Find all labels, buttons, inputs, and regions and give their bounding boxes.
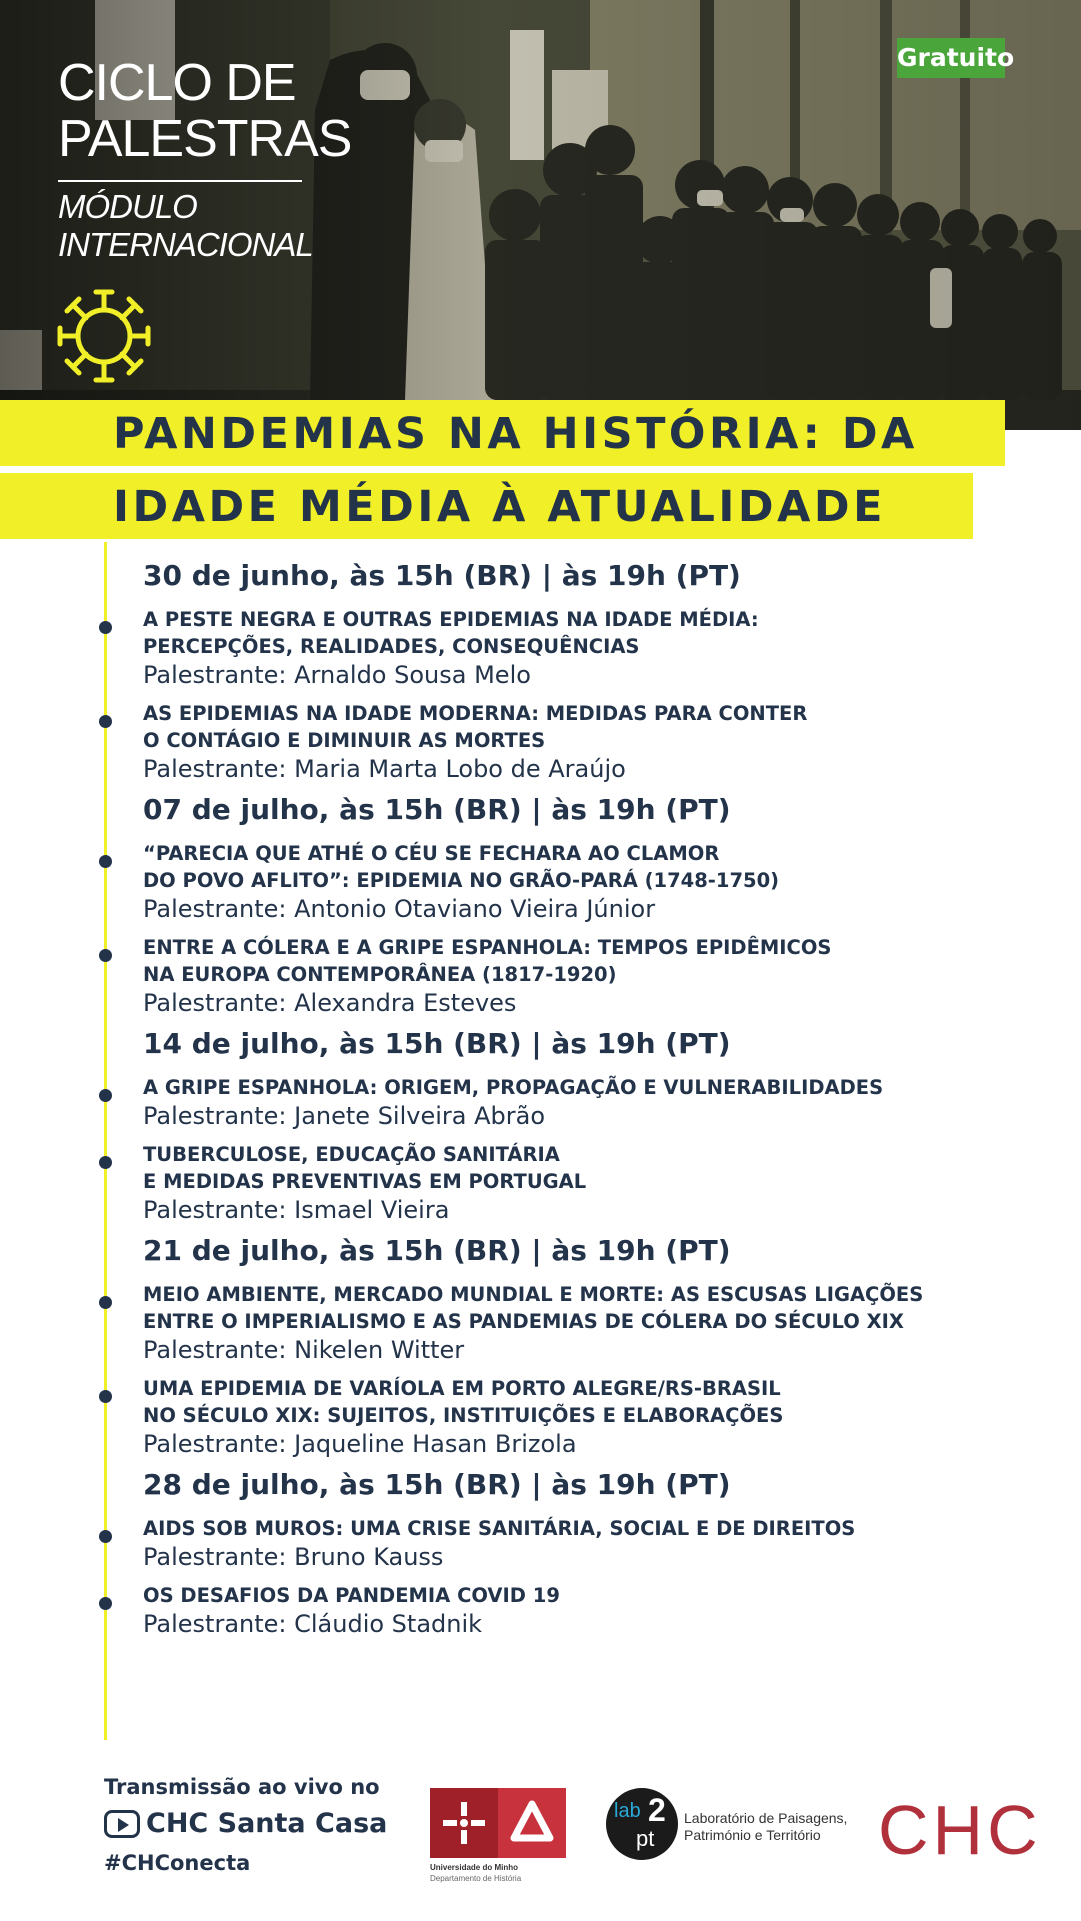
title-divider <box>58 180 302 182</box>
play-icon <box>104 1810 140 1838</box>
talk-speaker: Palestrante: Ismael Vieira <box>143 1196 450 1224</box>
talk-item <box>143 700 1043 784</box>
talk-item <box>143 840 1043 924</box>
headline-line-1: PANDEMIAS NA HISTÓRIA: DA <box>113 409 918 459</box>
session-date: 30 de junho, às 15h (BR) | às 19h (PT) <box>143 559 741 592</box>
lab2pt-logo: lab 2 pt <box>606 1788 678 1860</box>
session-block <box>143 1231 1043 1459</box>
talk-item <box>143 1074 1043 1131</box>
talk-item <box>143 606 1043 690</box>
hashtag: #CHConecta <box>104 1851 251 1875</box>
uminho-caption <box>430 1862 600 1884</box>
lab2pt-caption <box>684 1810 847 1844</box>
session-date: 28 de julho, às 15h (BR) | às 19h (PT) <box>143 1468 731 1501</box>
headline-line-2: IDADE MÉDIA À ATUALIDADE <box>113 482 886 532</box>
bullet-dot <box>99 1597 112 1610</box>
talk-item <box>143 934 1043 1018</box>
bullet-dot <box>99 949 112 962</box>
lab2pt-line-1: Laboratório de Paisagens, <box>684 1810 848 1826</box>
lab2pt-line-2: Património e Território <box>684 1827 821 1843</box>
talk-speaker: Palestrante: Arnaldo Sousa Melo <box>143 661 531 689</box>
title-line-2: PALESTRAS <box>58 110 352 168</box>
schedule <box>143 556 1043 1645</box>
chc-logo: CHC <box>878 1791 1042 1869</box>
talk-speaker: Palestrante: Nikelen Witter <box>143 1336 465 1364</box>
bullet-dot <box>99 1089 112 1102</box>
talk-speaker: Palestrante: Alexandra Esteves <box>143 989 517 1017</box>
hero-title <box>58 55 351 167</box>
bullet-dot <box>99 1390 112 1403</box>
talk-title: TUBERCULOSE, EDUCAÇÃO SANITÁRIA E MEDIDAS PREVENTIVAS EM PORTUGAL <box>143 1143 587 1193</box>
session-date: 21 de julho, às 15h (BR) | às 19h (PT) <box>143 1234 731 1267</box>
bullet-dot <box>99 1296 112 1309</box>
talk-speaker: Palestrante: Janete Silveira Abrão <box>143 1102 546 1130</box>
bullet-dot <box>99 621 112 634</box>
channel-name: CHC Santa Casa <box>146 1808 388 1839</box>
talk-speaker: Palestrante: Cláudio Stadnik <box>143 1610 483 1638</box>
uminho-name: Universidade do Minho <box>430 1863 519 1872</box>
bullet-dot <box>99 1156 112 1169</box>
bullet-dot <box>99 715 112 728</box>
session-block <box>143 790 1043 1018</box>
stream-info <box>104 1772 387 1880</box>
subtitle-line-2: INTERNACIONAL <box>58 226 313 263</box>
uminho-dept: Departamento de História <box>430 1874 522 1883</box>
talk-title: “PARECIA QUE ATHÉ O CÉU SE FECHARA AO CLAMOR DO POVO AFLITO”: EPIDEMIA NO GRÃO-PARÁ (1748-1750) <box>143 842 780 892</box>
uminho-logo <box>430 1788 566 1858</box>
talk-title: A GRIPE ESPANHOLA: ORIGEM, PROPAGAÇÃO E VULNERABILIDADES <box>143 1076 884 1099</box>
hero-subtitle <box>58 188 313 264</box>
session-block <box>143 1024 1043 1225</box>
talk-item <box>143 1515 1043 1572</box>
talk-title: OS DESAFIOS DA PANDEMIA COVID 19 <box>143 1584 560 1607</box>
talk-title: UMA EPIDEMIA DE VARÍOLA EM PORTO ALEGRE/RS-BRASIL NO SÉCULO XIX: SUJEITOS, INSTITUIÇÕES E ELABORAÇÕES <box>143 1377 784 1427</box>
talk-title: MEIO AMBIENTE, MERCADO MUNDIAL E MORTE: AS ESCUSAS LIGAÇÕES ENTRE O IMPERIALISMO E AS PANDEMIAS DE CÓLERA DO SÉCULO XIX <box>143 1283 924 1333</box>
bullet-dot <box>99 855 112 868</box>
talk-item <box>143 1141 1043 1225</box>
session-date: 07 de julho, às 15h (BR) | às 19h (PT) <box>143 793 731 826</box>
talk-speaker: Palestrante: Bruno Kauss <box>143 1543 444 1571</box>
talk-item <box>143 1281 1043 1365</box>
talk-title: AIDS SOB MUROS: UMA CRISE SANITÁRIA, SOCIAL E DE DIREITOS <box>143 1517 856 1540</box>
stream-label: Transmissão ao vivo no <box>104 1775 380 1799</box>
session-block <box>143 1465 1043 1639</box>
hero-photo <box>0 0 1081 430</box>
channel-link[interactable] <box>104 1802 387 1846</box>
talk-item <box>143 1375 1043 1459</box>
session-block <box>143 556 1043 784</box>
talk-item <box>143 1582 1043 1639</box>
talk-speaker: Palestrante: Jaqueline Hasan Brizola <box>143 1430 577 1458</box>
session-date: 14 de julho, às 15h (BR) | às 19h (PT) <box>143 1027 731 1060</box>
title-line-1: CICLO DE <box>58 54 296 112</box>
subtitle-line-1: MÓDULO <box>58 188 197 225</box>
talk-title: AS EPIDEMIAS NA IDADE MODERNA: MEDIDAS PARA CONTER O CONTÁGIO E DIMINUIR AS MORTES <box>143 702 808 752</box>
virus-icon <box>52 284 156 388</box>
bullet-dot <box>99 1530 112 1543</box>
free-badge: Gratuito <box>897 38 1005 78</box>
talk-title: ENTRE A CÓLERA E A GRIPE ESPANHOLA: TEMPOS EPIDÊMICOS NA EUROPA CONTEMPORÂNEA (1817-1920) <box>143 936 832 986</box>
talk-title: A PESTE NEGRA E OUTRAS EPIDEMIAS NA IDADE MÉDIA: PERCEPÇÕES, REALIDADES, CONSEQUÊNCIAS <box>143 608 759 658</box>
talk-speaker: Palestrante: Antonio Otaviano Vieira Júnior <box>143 895 656 923</box>
talk-speaker: Palestrante: Maria Marta Lobo de Araújo <box>143 755 626 783</box>
footer <box>0 1770 1081 1920</box>
